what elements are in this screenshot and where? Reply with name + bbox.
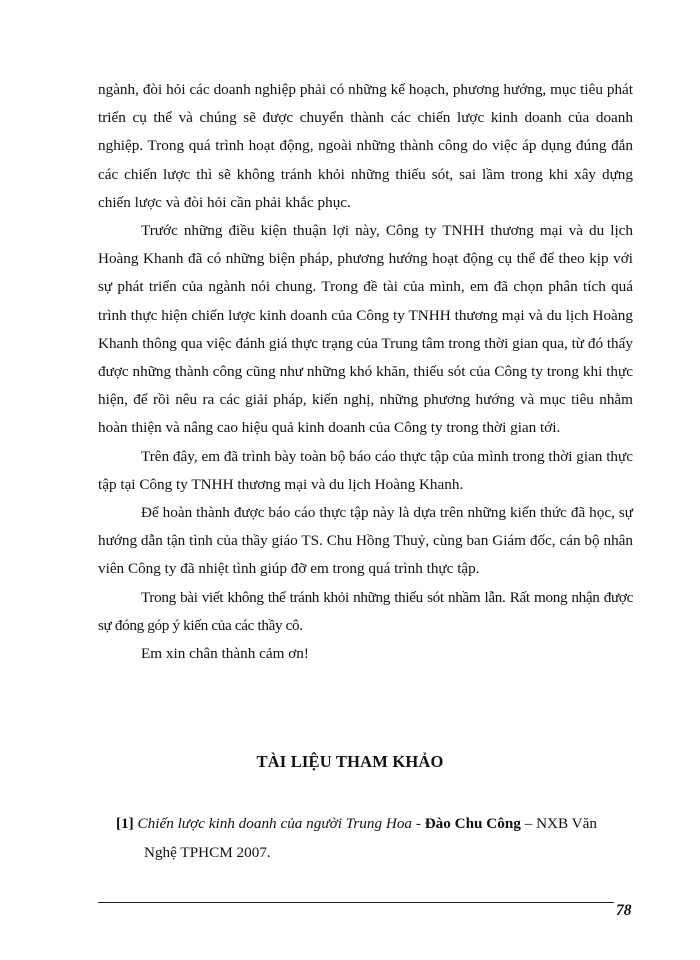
- reference-publisher-1: – NXB Văn: [520, 815, 597, 832]
- reference-number: [1]: [116, 815, 134, 832]
- reference-author: Đào Chu Công: [424, 815, 521, 832]
- reference-item: [116, 809, 636, 867]
- reference-separator: -: [412, 815, 425, 832]
- reference-title: Chiến lược kinh doanh của người Trung Hoa: [137, 815, 413, 832]
- paragraph-6: Em xin chân thành cảm ơn!: [141, 645, 309, 663]
- paragraph-5: Trong bài viết không thể tránh khỏi những thiếu sót nhầm lẫn. Rất mong nhận được sự đóng góp ý kiến của các thầy cô.: [98, 588, 633, 634]
- footer-divider: [98, 902, 614, 903]
- body-text: [98, 76, 633, 668]
- reference-publisher-2: Nghệ TPHCM 2007.: [144, 844, 271, 861]
- references-heading: TÀI LIỆU THAM KHẢO: [256, 752, 444, 771]
- paragraph-1: ngành, đòi hỏi các doanh nghiệp phải có những kế hoạch, phương hướng, mục tiêu phát triển cụ thể và chúng sẽ được chuyển thành các chiến lược kinh doanh của doanh nghiệp. Trong quá trình hoạt động, ngoài những thành công do việc áp dụng đúng đắn các chiến lược thì sẽ không tránh khỏi những thiếu sót, sai lầm trong khi xây dựng chiến lược và đòi hỏi cần phải khắc phục.: [98, 81, 633, 211]
- page-number: 78: [616, 902, 632, 919]
- paragraph-3: Trên đây, em đã trình bày toàn bộ báo cáo thực tập của mình trong thời gian thực tập tại Công ty TNHH thương mại và du lịch Hoàng Khanh.: [98, 447, 633, 493]
- paragraph-2: Trước những điều kiện thuận lợi này, Công ty TNHH thương mại và du lịch Hoàng Khanh đã có những biện pháp, phương hướng hoạt động cụ thể để theo kịp với sự phát triển của ngành nói chung. Trong đề tài của mình, em đã chọn phân tích quá trình thực hiện chiến lược kinh doanh của Công ty TNHH thương mại và du lịch Hoàng Khanh thông qua việc đánh giá thực trạng của Trung tâm trong thời gian qua, từ đó thấy được những thành công cũng như những khó khăn, thiếu sót của Công ty trong khi thực hiện, để rồi nêu ra các giải pháp, kiến nghị, những phương hướng và mục tiêu nhằm hoàn thiện và nâng cao hiệu quả kinh doanh của Công ty trong thời gian tới.: [98, 222, 633, 437]
- paragraph-4: Để hoàn thành được báo cáo thực tập này là dựa trên những kiến thức đã học, sự hướng dẫn tận tình của thầy giáo TS. Chu Hồng Thuỷ, cùng ban Giám đốc, cán bộ nhân viên Công ty đã nhiệt tình giúp đỡ em trong quá trình thực tập.: [98, 504, 633, 578]
